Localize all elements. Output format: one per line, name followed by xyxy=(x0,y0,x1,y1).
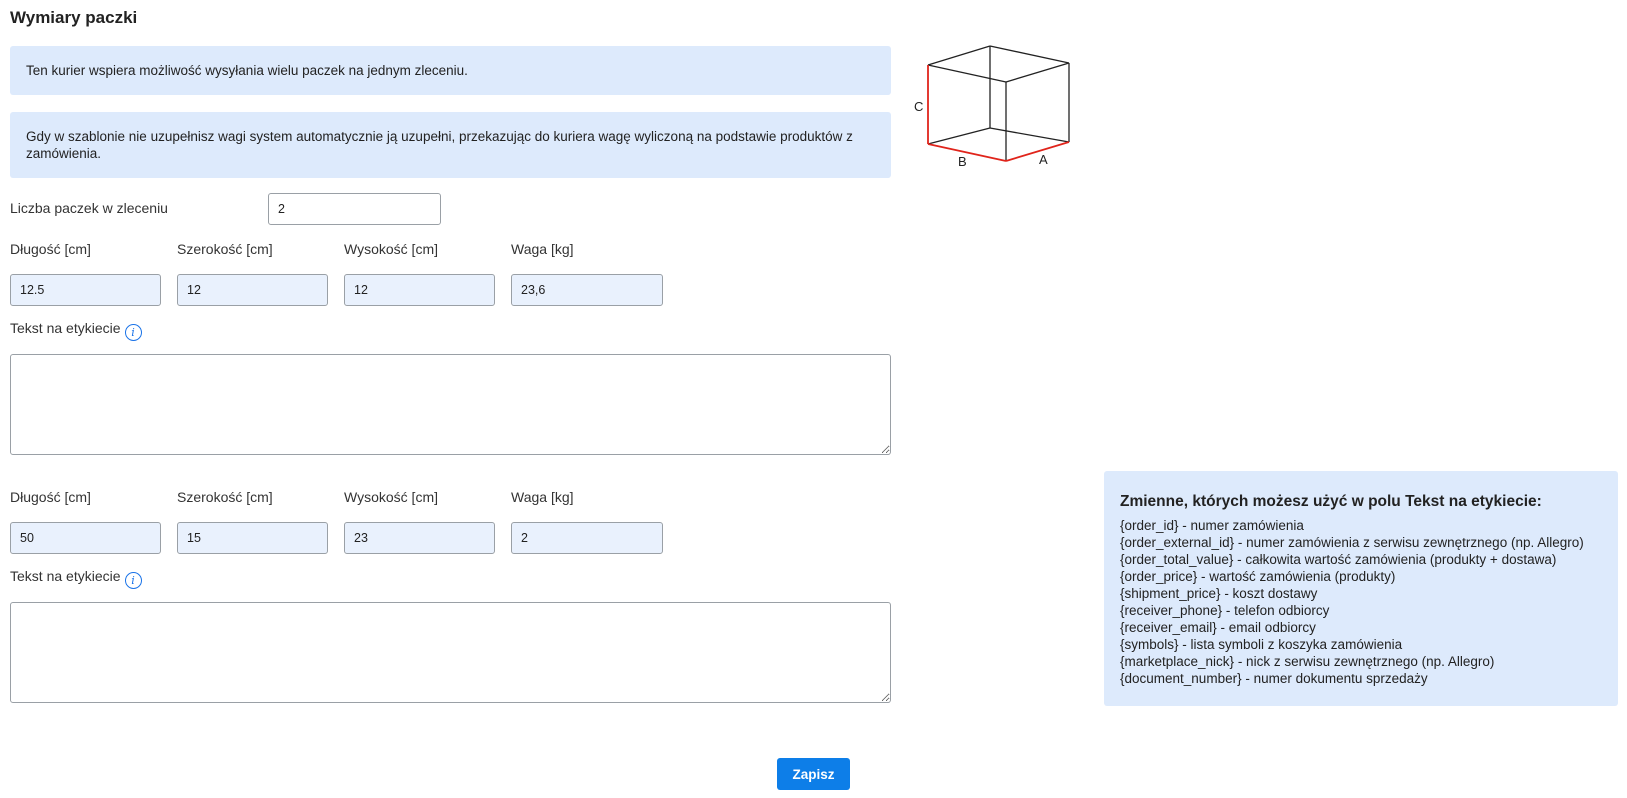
variable-item: {symbols} - lista symboli z koszyka zamówienia xyxy=(1120,637,1403,652)
length-input[interactable] xyxy=(10,522,161,554)
height-input[interactable] xyxy=(344,274,495,306)
variable-item: {order_price} - wartość zamówienia (produkty) xyxy=(1120,569,1396,584)
box-edge xyxy=(1006,63,1069,82)
width-label: Szerokość [cm] xyxy=(177,241,273,257)
length-label: Długość [cm] xyxy=(10,241,91,257)
width-input[interactable] xyxy=(177,522,328,554)
box-edge xyxy=(990,46,1069,63)
multi-parcel-notice-text: Ten kurier wspiera możliwość wysyłania wielu paczek na jednym zleceniu. xyxy=(26,63,468,78)
variable-item: {shipment_price} - koszt dostawy xyxy=(1120,586,1318,601)
variable-item: {order_total_value} - całkowita wartość zamówienia (produkty + dostawa) xyxy=(1120,552,1557,567)
height-input[interactable] xyxy=(344,522,495,554)
edge-b xyxy=(928,144,1006,161)
weight-input[interactable] xyxy=(511,274,663,306)
box-edge xyxy=(928,65,1006,82)
label-text-label: Tekst na etykiecie xyxy=(10,320,121,336)
variable-item: {receiver_email} - email odbiorcy xyxy=(1120,620,1316,635)
label-variables-help xyxy=(1104,471,1618,706)
info-icon[interactable]: i xyxy=(125,572,142,589)
height-label: Wysokość [cm] xyxy=(344,489,438,505)
parcel-count-input[interactable] xyxy=(268,193,441,225)
width-label: Szerokość [cm] xyxy=(177,489,273,505)
save-button[interactable]: Zapisz xyxy=(777,758,850,790)
box-edge xyxy=(928,128,990,144)
width-input[interactable] xyxy=(177,274,328,306)
info-icon[interactable]: i xyxy=(125,324,142,341)
variables-title: Zmienne, których możesz użyć w polu Tekst na etykiecie: xyxy=(1120,493,1542,510)
weight-auto-notice-text: Gdy w szablonie nie uzupełnisz wagi system automatycznie ją uzupełni, przekazując do kuriera wagę wyliczoną na podstawie produktów z zamówienia. xyxy=(26,129,853,161)
page-title: Wymiary paczki xyxy=(10,8,138,27)
parcel-count-label: Liczba paczek w zleceniu xyxy=(10,200,168,216)
box-outline xyxy=(928,46,1069,161)
edge-a xyxy=(1006,142,1069,161)
length-input[interactable] xyxy=(10,274,161,306)
variable-item: {marketplace_nick} - nick z serwisu zewnętrznego (np. Allegro) xyxy=(1120,654,1495,669)
label-a: A xyxy=(1039,152,1048,167)
variable-item: {order_id} - numer zamówienia xyxy=(1120,518,1304,533)
label-text-label: Tekst na etykiecie xyxy=(10,568,121,584)
box-edge xyxy=(990,128,1069,142)
weight-input[interactable] xyxy=(511,522,663,554)
variable-item: {document_number} - numer dokumentu sprzedaży xyxy=(1120,671,1428,686)
weight-label: Waga [kg] xyxy=(511,489,574,505)
box-highlight-edges xyxy=(928,65,1069,161)
label-text-heading xyxy=(10,568,142,589)
label-text-heading xyxy=(10,320,142,341)
variable-item: {receiver_phone} - telefon odbiorcy xyxy=(1120,603,1330,618)
box-dimensions-diagram xyxy=(910,40,1080,180)
weight-auto-notice xyxy=(10,112,891,178)
multi-parcel-notice xyxy=(10,46,891,95)
variable-item: {order_external_id} - numer zamówienia z serwisu zewnętrznego (np. Allegro) xyxy=(1120,535,1584,550)
label-text-textarea[interactable] xyxy=(10,602,891,703)
label-text-textarea[interactable] xyxy=(10,354,891,455)
weight-label: Waga [kg] xyxy=(511,241,574,257)
box-edge xyxy=(928,46,990,65)
label-b: B xyxy=(958,154,967,169)
label-c: C xyxy=(914,99,924,114)
length-label: Długość [cm] xyxy=(10,489,91,505)
height-label: Wysokość [cm] xyxy=(344,241,438,257)
